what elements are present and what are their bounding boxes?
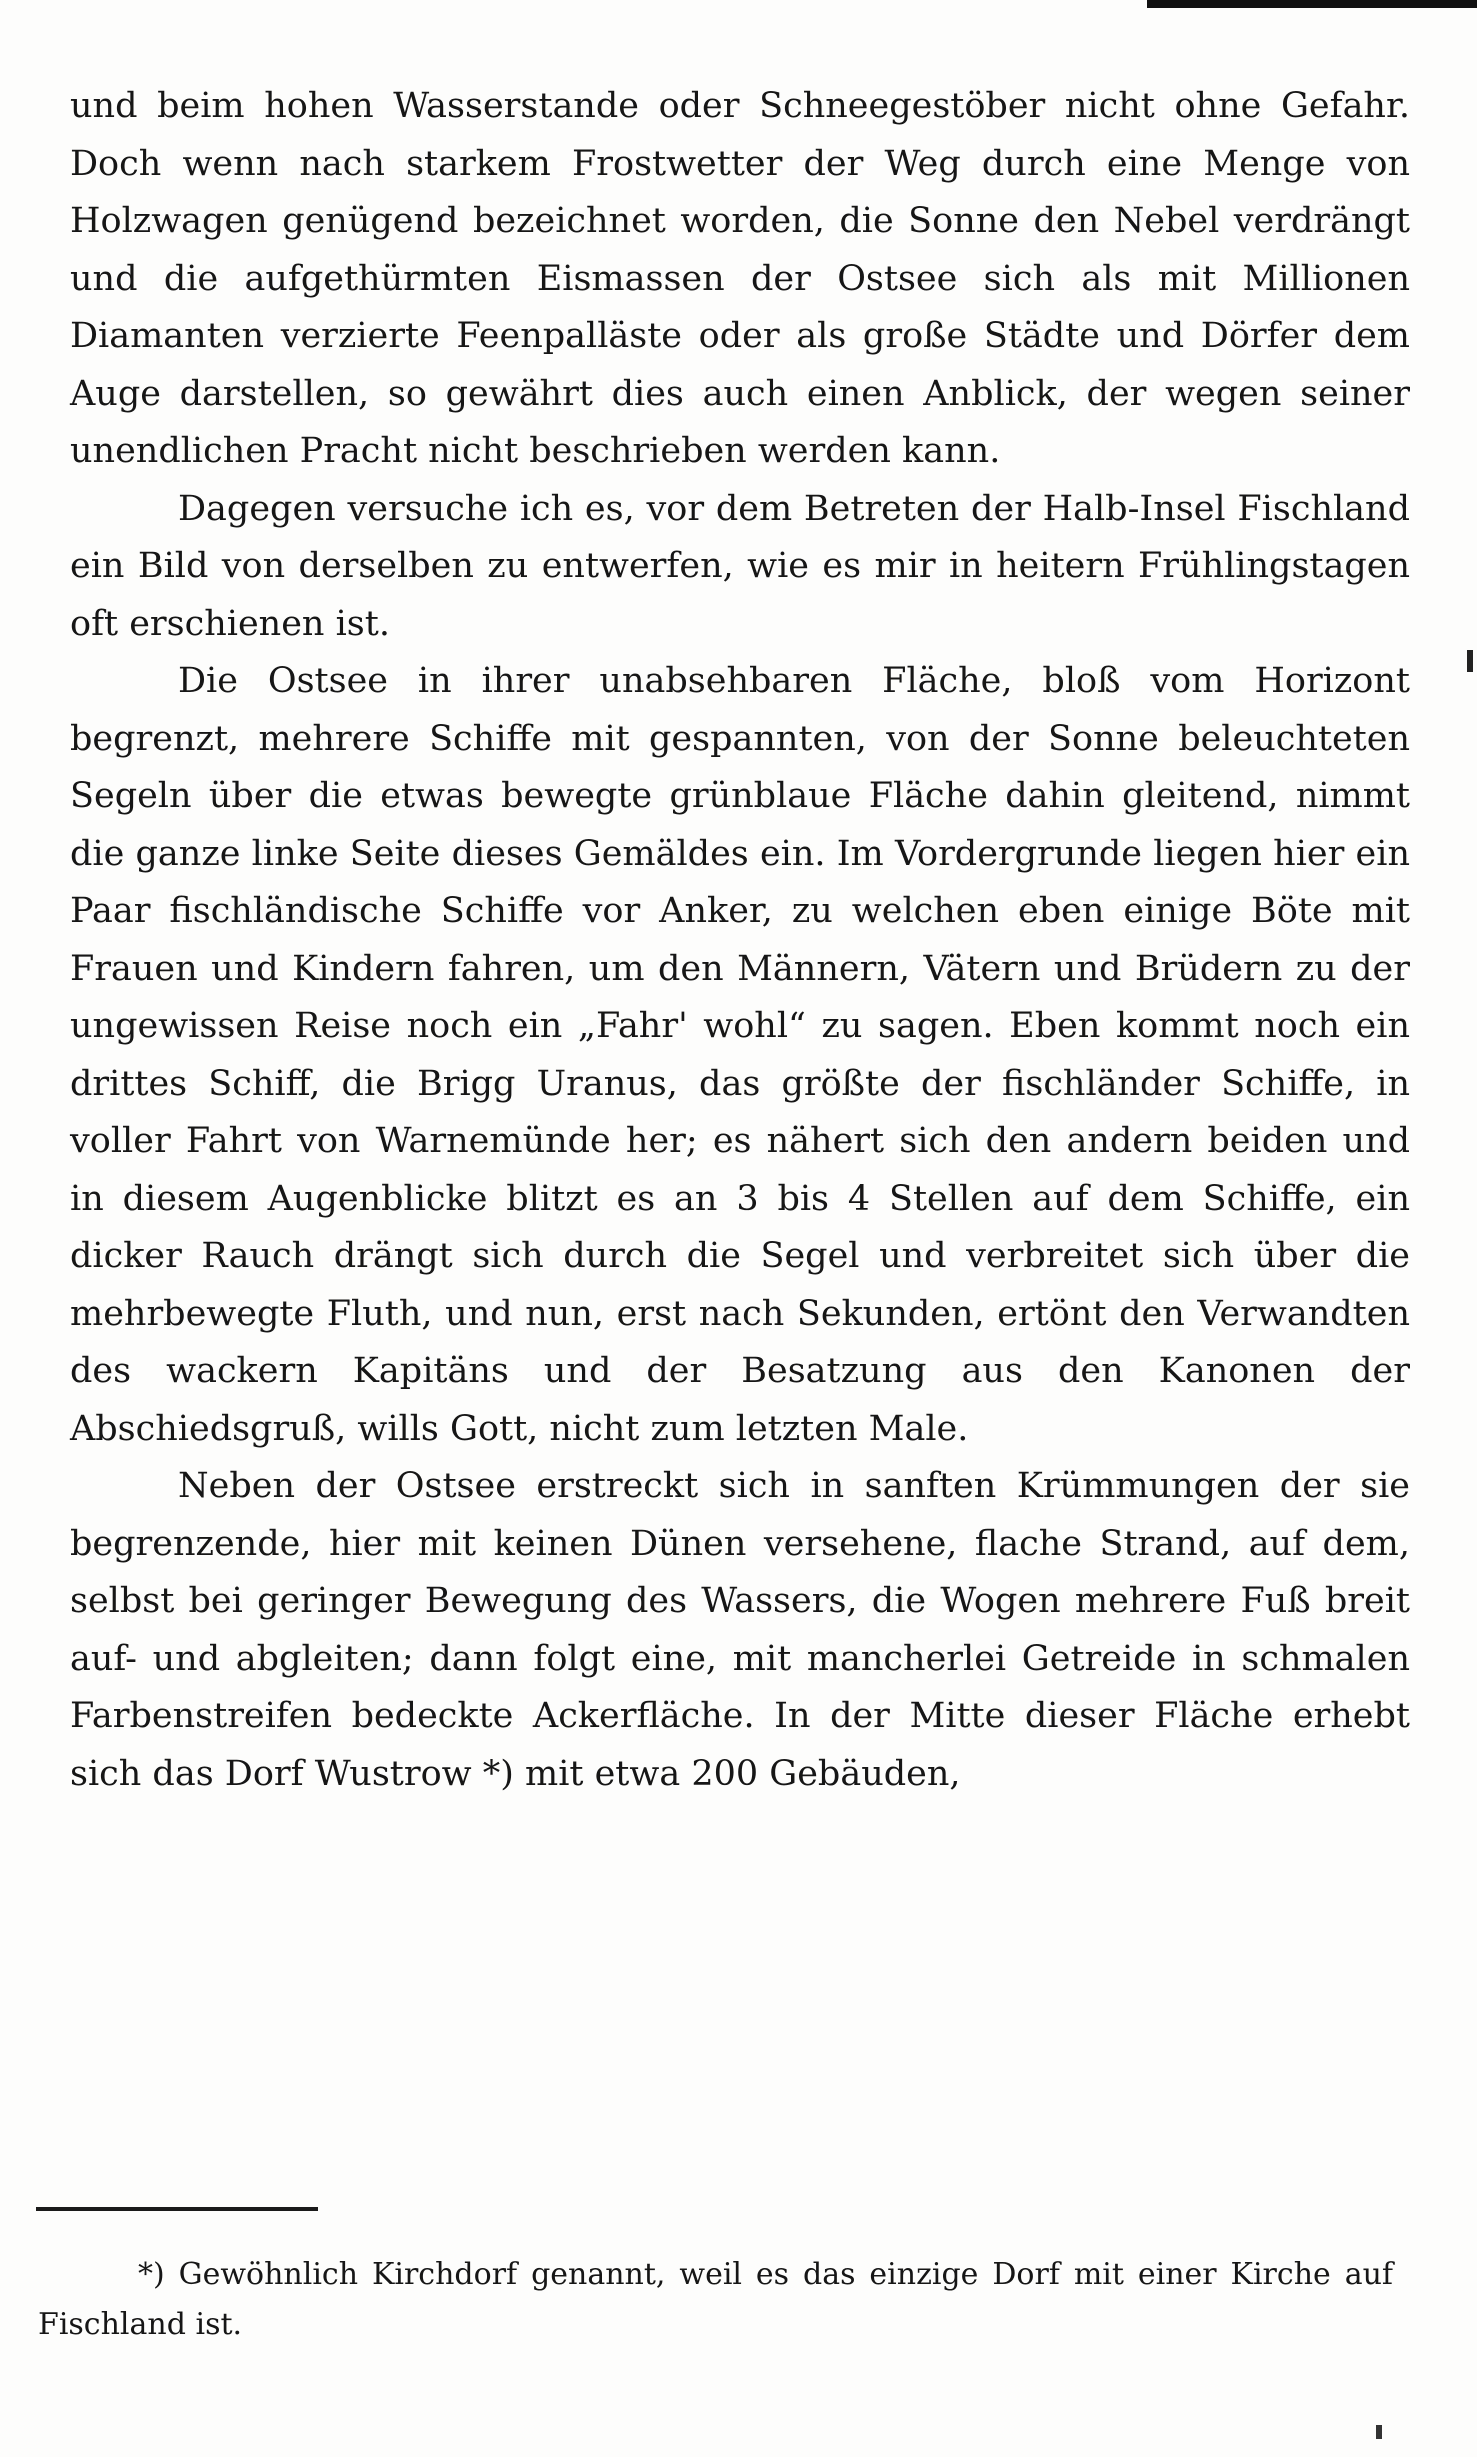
paragraph-1: und beim hohen Wasserstande oder Schneegestöber nicht ohne Gefahr. Doch wenn nach starkem Frostwetter der Weg durch eine Menge von Holzwagen genügend bezeichnet worden, die Sonne den Nebel verdrängt und die aufgethürmten Eismassen der Ostsee sich als mit Millionen Diamanten verzierte Feenpalläste oder als große Städte und Dörfer dem Auge darstellen, so gewährt dies auch einen Anblick, der wegen seiner unendlichen Pracht nicht beschrieben werden kann. xyxy=(70,86,1410,471)
page-edge-mark xyxy=(1467,650,1473,672)
footnote: *) Gewöhnlich Kirchdorf genannt, weil es das einzige Dorf mit einer Kirche auf Fischland ist. xyxy=(38,2257,1393,2342)
paragraph-2: Dagegen versuche ich es, vor dem Betreten der Halb-Insel Fischland ein Bild von derselben zu entwerfen, wie es mir in heitern Frühlingstagen oft erschienen ist. xyxy=(70,488,1410,644)
paragraph-3: Die Ostsee in ihrer unabsehbaren Fläche, bloß vom Horizont begrenzt, mehrere Schiffe mit gespannten, von der Sonne beleuchteten Segeln über die etwas bewegte grünblaue Fläche dahin gleitend, nimmt die ganze linke Seite dieses Gemäldes ein. Im Vordergrunde liegen hier ein Paar fischländische Schiffe vor Anker, zu welchen eben einige Böte mit Frauen und Kindern fahren, um den Männern, Vätern und Brüdern zu der ungewissen Reise noch ein „Fahr' wohl“ zu sagen. Eben kommt noch ein drittes Schiff, die Brigg Uranus, das größte der fischländer Schiffe, in voller Fahrt von Warnemünde her; es nähert sich den andern beiden und in diesem Augenblicke blitzt es an 3 bis 4 Stellen auf dem Schiffe, ein dicker Rauch drängt sich durch die Segel und verbreitet sich über die mehrbewegte Fluth, und nun, erst nach Sekunden, ertönt den Verwandten des wackern Kapitäns und der Besatzung aus den Kanonen der Abschiedsgruß, wills Gott, nicht zum letzten Male. xyxy=(70,661,1410,1449)
footnote-separator xyxy=(36,2207,318,2211)
top-edge-rule xyxy=(1147,0,1477,8)
paragraph-4: Neben der Ostsee erstreckt sich in sanften Krümmungen der sie begrenzende, hier mit keinen Dünen versehene, flache Strand, auf dem, selbst bei geringer Bewegung des Wassers, die Wogen mehrere Fuß breit auf- und abgleiten; dann folgt eine, mit mancherlei Getreide in schmalen Farbenstreifen bedeckte Ackerfläche. In der Mitte dieser Fläche erhebt sich das Dorf Wustrow *) mit etwa 200 Gebäuden, xyxy=(70,1466,1410,1794)
print-speck xyxy=(1376,2425,1382,2439)
main-text xyxy=(70,78,1410,1803)
